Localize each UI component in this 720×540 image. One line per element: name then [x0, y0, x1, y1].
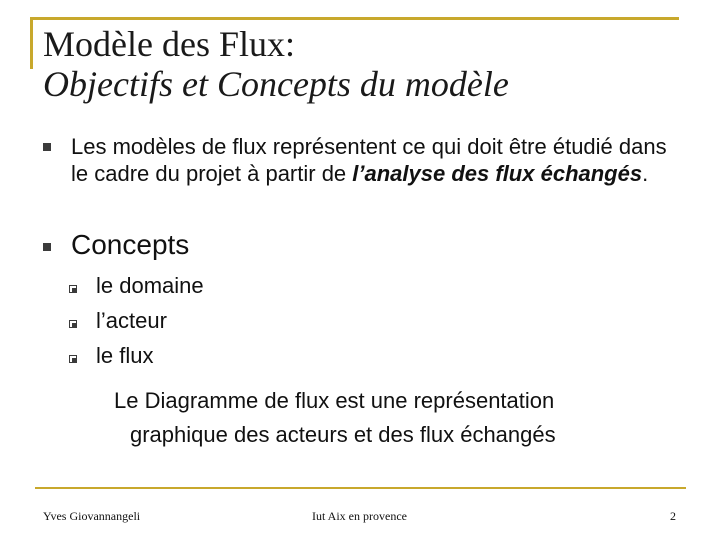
diagram-note-line-2: graphique des acteurs et des flux échangés: [130, 422, 556, 447]
footer-institution: Iut Aix en provence: [312, 509, 407, 523]
diagram-note-line-1: Le Diagramme de flux est une représentation: [114, 388, 555, 413]
sub-item-domaine: le domaine: [96, 273, 204, 298]
bullet-1-text: [71, 133, 671, 187]
title-frame-top-border: [30, 17, 679, 20]
slide-title: [43, 24, 509, 104]
bullet-1-text-end: .: [642, 161, 649, 186]
title-frame-left-border: [30, 17, 33, 69]
title-line-2: Objectifs et Concepts du modèle: [43, 64, 509, 104]
sub-bullet-checkbox-icon: [69, 320, 77, 328]
sub-item-flux: le flux: [96, 343, 154, 368]
bullet-square-icon: [43, 143, 51, 151]
sub-bullet-checkbox-icon: [69, 285, 77, 293]
footer-page-number: 2: [670, 509, 676, 523]
diagram-note: [114, 384, 674, 452]
bullet-1-emphasis: l’analyse des flux échangés: [352, 161, 643, 186]
bullet-square-icon: [43, 243, 51, 251]
bullet-1-text-start: Les modèles de flux représentent ce qui doit être étudié dans le cadre du projet à partir de: [71, 134, 667, 186]
footer-divider: [35, 487, 686, 489]
sub-item-acteur: l’acteur: [96, 308, 167, 333]
sub-bullet-checkbox-icon: [69, 355, 77, 363]
footer-author: Yves Giovannangeli: [43, 509, 141, 523]
title-line-1: Modèle des Flux:: [43, 24, 295, 64]
bullet-2-heading: Concepts: [71, 229, 190, 260]
